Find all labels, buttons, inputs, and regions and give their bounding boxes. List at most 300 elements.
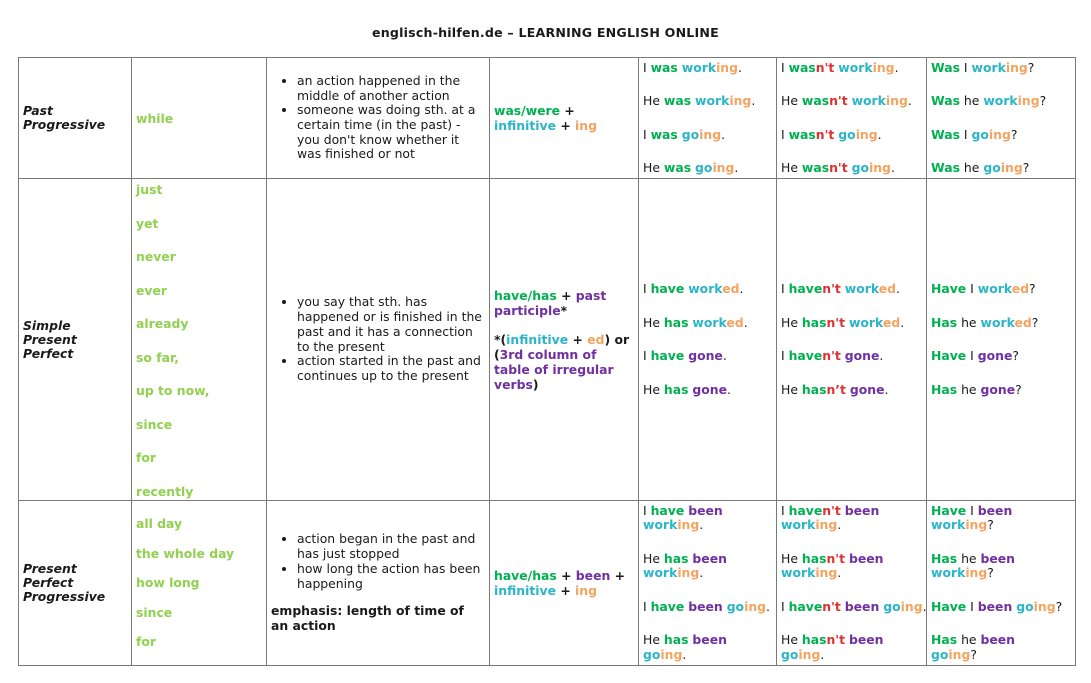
example-sentence [643, 633, 772, 662]
punct: . [722, 348, 727, 363]
subject: I [643, 348, 647, 363]
ending: ing [699, 126, 722, 142]
question-cell [927, 179, 1076, 501]
form-infinitive: infinitive [494, 118, 556, 133]
subject: He [781, 160, 798, 175]
example-sentence [931, 161, 1071, 176]
ending: ing [1000, 160, 1023, 175]
example-sentence [781, 633, 922, 662]
stem: go [851, 160, 869, 175]
ending: ing [729, 93, 752, 108]
aux: was [663, 93, 692, 108]
signal-words-cell [132, 179, 267, 501]
tense-name: Present Perfect Progressive [19, 501, 132, 666]
note-infinitive: infinitive [506, 331, 569, 347]
subject: I [643, 281, 647, 296]
stem: work [931, 565, 966, 581]
aux: have [788, 502, 823, 518]
signal-word: already [136, 316, 189, 331]
example-sentence [781, 552, 922, 581]
signal-word: for [136, 450, 157, 465]
ending: ing [712, 160, 735, 175]
example-sentence [781, 383, 922, 398]
been: been [692, 632, 727, 648]
participle: gone [980, 381, 1016, 397]
subject: I [963, 59, 968, 75]
subject: I [781, 348, 785, 363]
punct: . [699, 517, 704, 533]
stem: go [971, 126, 989, 142]
ending: ed [1014, 314, 1032, 330]
signal-word: the whole day [136, 545, 235, 561]
aux: Have [931, 281, 967, 296]
stem: work [643, 565, 678, 581]
aux: have [788, 348, 823, 363]
aux: Has [931, 550, 958, 566]
punct: . [884, 381, 889, 397]
negative-cell [777, 58, 927, 179]
example-sentence [781, 94, 922, 109]
form-plus: + [561, 287, 572, 303]
ending: ed [722, 281, 740, 296]
ending: ing [872, 59, 895, 75]
table-row-past-progressive [19, 58, 1076, 179]
stem: work [977, 281, 1012, 296]
aux: was [788, 126, 816, 142]
punct: . [877, 126, 882, 142]
stem: work [781, 565, 816, 581]
aux: has [663, 381, 689, 397]
form-formula [494, 288, 634, 318]
punct: ? [1055, 598, 1063, 614]
aux: was [650, 126, 678, 142]
signal-words-cell [132, 501, 267, 666]
subject: He [643, 160, 660, 175]
punct: . [879, 348, 884, 363]
uses-list [271, 74, 485, 162]
example-sentence [643, 282, 772, 297]
form-infinitive: infinitive [494, 583, 556, 598]
aux: have [650, 348, 685, 363]
ending: ed [878, 281, 897, 296]
subject: he [963, 160, 980, 175]
note-participle: 3rd column of table of irregular verbs [494, 346, 614, 392]
stem: work [692, 314, 727, 330]
stem: work [971, 59, 1006, 75]
been: been [848, 632, 884, 648]
stem: work [688, 281, 723, 296]
subject: I [970, 281, 974, 296]
subject: He [781, 550, 798, 566]
aux: Has [931, 632, 958, 648]
negation: n't [826, 314, 846, 330]
punct: . [682, 646, 687, 662]
subject: I [970, 502, 974, 518]
subject: He [781, 314, 798, 330]
page-title: englisch-hilfen.de – LEARNING ENGLISH ONLINE [372, 25, 719, 40]
stem: work [781, 517, 816, 533]
form-ending: ing [575, 583, 597, 598]
example-sentence [931, 349, 1071, 364]
ending: ing [815, 565, 838, 581]
aux: has [663, 314, 689, 330]
negation: n't [822, 598, 841, 614]
stem: go [681, 126, 700, 142]
negation: n't [822, 281, 841, 296]
punct: ? [1022, 160, 1030, 175]
subject: he [961, 381, 977, 397]
stem: go [781, 646, 799, 662]
aux: has [801, 550, 827, 566]
form-participle: past participle [494, 287, 607, 318]
subject: I [963, 126, 968, 142]
example-sentence [643, 349, 772, 364]
example-sentence [781, 282, 922, 297]
aux: Have [931, 348, 967, 363]
subject: he [963, 93, 980, 108]
punct: . [837, 565, 842, 581]
punct: ? [1010, 126, 1018, 142]
ending: ing [798, 646, 821, 662]
subject: He [781, 93, 798, 108]
example-sentence [931, 600, 1071, 615]
subject: I [781, 59, 785, 75]
example-sentence [643, 600, 772, 615]
stem: work [838, 59, 873, 75]
subject: He [781, 381, 798, 397]
negation: n't [815, 59, 835, 75]
table-row-present-perfect-progressive [19, 501, 1076, 666]
aux: have [788, 598, 823, 614]
aux: Was [931, 59, 960, 75]
emphasis-note: emphasis: length of time of an action [271, 603, 464, 633]
table-row-simple-present-perfect [19, 179, 1076, 501]
been: been [688, 502, 723, 518]
signal-word: how long [136, 575, 200, 590]
ending: ing [815, 517, 838, 533]
form-aux: have/has [494, 287, 557, 303]
use-item: • someone was doing sth. at a certain time (in the past) - you don't know whether it was finished or not [297, 103, 485, 162]
use-item: • how long the action has been happening [297, 562, 485, 591]
participle: gone [977, 348, 1013, 363]
signal-word: up to now, [136, 383, 210, 398]
example-sentence [643, 161, 772, 176]
punct: . [896, 281, 900, 296]
note-text: ) or [604, 331, 630, 347]
punct: . [699, 565, 704, 581]
punct: ? [1027, 59, 1035, 75]
example-sentence [643, 94, 772, 109]
negative-cell [777, 501, 927, 666]
ending: ing [744, 598, 767, 614]
signal-word: for [136, 634, 157, 649]
been: been [980, 632, 1015, 648]
example-sentence [643, 61, 772, 76]
ending: ing [900, 598, 923, 614]
been: been [848, 550, 884, 566]
note-text: *( [494, 331, 507, 347]
subject: He [643, 632, 660, 648]
ending: ed [1011, 281, 1030, 296]
stem: go [695, 160, 713, 175]
punct: . [907, 93, 912, 108]
ending: ing [988, 126, 1011, 142]
ending: ing [660, 646, 683, 662]
stem: work [643, 517, 678, 533]
aux: Have [931, 502, 967, 518]
subject: I [643, 59, 647, 75]
signal-word: ever [136, 282, 167, 298]
form-aux: have/has [494, 568, 557, 583]
negation: n't [815, 126, 835, 142]
stem: go [726, 598, 745, 614]
punct: ? [1031, 314, 1039, 330]
form-aux: was/were [494, 103, 561, 118]
signal-word: so far, [136, 349, 179, 365]
punct: ? [970, 646, 977, 662]
punct: . [734, 160, 739, 175]
punct: . [820, 646, 825, 662]
punct: ? [987, 517, 994, 533]
participle: gone [688, 348, 723, 363]
example-sentence [931, 128, 1071, 143]
use-item: • action started in the past and continues up to the present [297, 354, 485, 383]
punct: ? [1012, 348, 1019, 363]
ending: ing [885, 93, 908, 108]
note-text: + [572, 331, 583, 347]
form-ending: ing [575, 118, 597, 133]
ending: ing [965, 565, 988, 581]
form-plus: + [614, 568, 626, 583]
stem: go [643, 646, 661, 662]
example-sentence [931, 61, 1071, 76]
negation: n't [829, 93, 848, 108]
aux: has [801, 314, 827, 330]
aux: has [663, 632, 689, 648]
question-cell [927, 58, 1076, 179]
subject: I [643, 598, 647, 614]
example-sentence [781, 128, 922, 143]
example-sentence [643, 128, 772, 143]
signal-word: recently [136, 483, 194, 499]
punct: . [738, 59, 742, 75]
aux: Was [931, 126, 960, 142]
negation: n't [826, 550, 846, 566]
aux: has [801, 632, 827, 648]
aux: has [801, 381, 827, 397]
been: been [977, 598, 1013, 614]
tense-table [18, 57, 1076, 666]
punct: ? [1039, 93, 1047, 108]
participle: gone [844, 348, 880, 363]
been: been [977, 502, 1013, 518]
aux: Has [931, 381, 958, 397]
subject: He [781, 632, 798, 648]
ending: ing [716, 59, 739, 75]
subject: He [643, 381, 660, 397]
punct: . [894, 59, 899, 75]
uses-list [271, 295, 485, 383]
signal-word: since [136, 604, 173, 620]
punct: . [837, 517, 842, 533]
example-sentence [643, 552, 772, 581]
signal-word: yet [136, 215, 159, 231]
aux: was [650, 59, 678, 75]
aux: Have [931, 598, 967, 614]
uses-cell [267, 501, 490, 666]
ending: ing [1033, 598, 1056, 614]
ending: ed [882, 314, 901, 330]
signal-word: never [136, 249, 176, 264]
ending: ing [948, 646, 971, 662]
note-text: ) [532, 376, 539, 392]
note-ending: ed [587, 331, 605, 347]
example-sentence [931, 633, 1071, 662]
participle: gone [849, 381, 885, 397]
been: been [844, 502, 880, 518]
example-sentence [931, 552, 1071, 581]
example-sentence [931, 504, 1071, 533]
use-item: • you say that sth. has happened or is finished in the past and it has a connection to the present [297, 295, 485, 354]
subject: I [970, 598, 974, 614]
punct: ? [1029, 281, 1036, 296]
stem: work [851, 93, 886, 108]
ending: ing [1005, 59, 1028, 75]
aux: have [650, 281, 685, 296]
tense-name: Past Progressive [19, 58, 132, 179]
stem: work [980, 314, 1015, 330]
signal-word: since [136, 416, 173, 432]
example-sentence [931, 94, 1071, 109]
signal-word: all day [136, 516, 183, 531]
subject: he [961, 632, 977, 648]
ending: ing [677, 565, 700, 581]
stem: work [681, 59, 717, 75]
punct: . [743, 314, 748, 330]
uses-cell [267, 179, 490, 501]
subject: he [961, 314, 977, 330]
negation: n't [826, 632, 846, 648]
punct: . [721, 126, 726, 142]
participle: gone [692, 381, 728, 397]
punct: ? [1015, 381, 1022, 397]
negation: n't [822, 348, 841, 363]
stem: work [848, 314, 883, 330]
example-sentence [781, 316, 922, 331]
affirmative-cell [639, 179, 777, 501]
signal-words-cell [132, 58, 267, 179]
subject: He [643, 314, 660, 330]
been: been [688, 598, 723, 614]
punct: . [751, 93, 756, 108]
form-note [494, 332, 634, 392]
stem: work [931, 517, 966, 533]
ending: ing [855, 126, 878, 142]
subject: I [643, 502, 647, 518]
question-cell [927, 501, 1076, 666]
aux: Was [931, 160, 960, 175]
been: been [692, 550, 727, 566]
form-cell [490, 58, 639, 179]
aux: was [663, 160, 692, 175]
negation: n’t [826, 381, 846, 397]
ending: ing [965, 517, 988, 533]
stem: work [844, 281, 879, 296]
aux: Was [931, 93, 960, 108]
example-sentence [643, 383, 772, 398]
stem: go [931, 646, 949, 662]
affirmative-cell [639, 501, 777, 666]
aux: have [650, 598, 685, 614]
form-footnote-mark: * [560, 302, 568, 318]
been: been [980, 550, 1015, 566]
form-plus: + [561, 568, 572, 583]
aux: was [801, 160, 830, 175]
signal-word: just [136, 182, 163, 197]
use-item: • an action happened in the middle of another action [297, 74, 485, 103]
stem: go [983, 160, 1001, 175]
form-been: been [575, 568, 611, 583]
note-text: ( [494, 346, 500, 362]
example-sentence [643, 316, 772, 331]
subject: I [970, 348, 974, 363]
aux: was [801, 93, 830, 108]
stem: go [1016, 598, 1034, 614]
punct: . [739, 281, 744, 296]
negative-cell [777, 179, 927, 501]
example-sentence [931, 282, 1071, 297]
use-item: • action began in the past and has just stopped [297, 532, 485, 561]
tense-name: Simple Present Perfect [19, 179, 132, 501]
form-cell [490, 179, 639, 501]
stem: work [695, 93, 730, 108]
aux: has [663, 550, 689, 566]
subject: I [781, 598, 785, 614]
been: been [844, 598, 880, 614]
subject: I [781, 126, 785, 142]
subject: I [781, 281, 785, 296]
form-plus: + [560, 118, 571, 133]
example-sentence [781, 504, 922, 533]
aux: was [788, 59, 816, 75]
punct: . [922, 598, 927, 614]
aux: have [788, 281, 823, 296]
negation: n't [829, 160, 848, 175]
ending: ed [726, 314, 744, 330]
stem: go [883, 598, 901, 614]
aux: have [650, 502, 685, 518]
subject: He [643, 550, 660, 566]
subject: He [643, 93, 660, 108]
punct: ? [987, 565, 994, 581]
ending: ing [868, 160, 891, 175]
subject: I [643, 126, 647, 142]
form-plus: + [560, 583, 571, 598]
stem: go [838, 126, 856, 142]
stem: work [983, 93, 1018, 108]
form-cell [490, 501, 639, 666]
example-sentence [931, 383, 1071, 398]
negation: n't [822, 502, 841, 518]
ending: ing [1017, 93, 1040, 108]
subject: he [961, 550, 977, 566]
uses-list [271, 532, 485, 591]
punct: . [727, 381, 731, 397]
uses-cell [267, 58, 490, 179]
example-sentence [781, 598, 927, 615]
punct: . [766, 598, 770, 614]
aux: Has [931, 314, 958, 330]
